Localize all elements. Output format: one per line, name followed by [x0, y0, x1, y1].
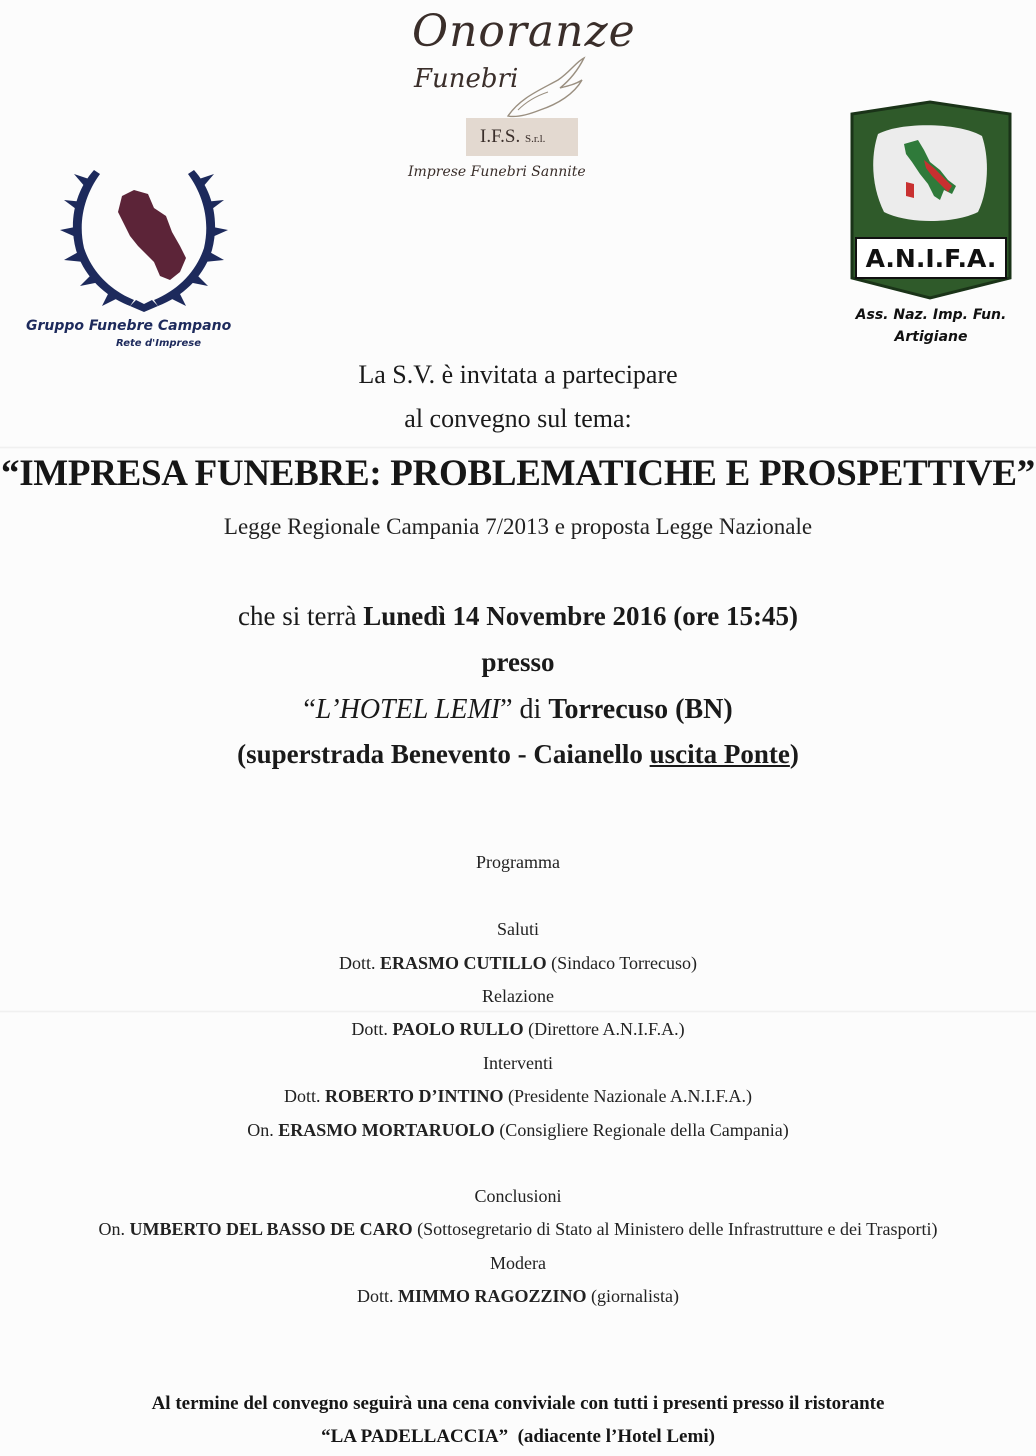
paper-fold-line [0, 446, 1036, 449]
anifa-logo [836, 100, 1026, 350]
paper-fold-line [0, 1010, 1036, 1013]
modera-label: Modera [490, 1253, 546, 1273]
invite-line-2: al convegno sul tema: [404, 404, 632, 433]
speaker-conclusioni: On. UMBERTO DEL BASSO DE CARO (Sottosegretario di Stato al Ministero delle Infrastrutture e dei Trasporti) [98, 1219, 938, 1239]
anifa-acronym: A.N.I.F.A. [865, 244, 997, 273]
ofs-title: Onoranze [412, 6, 636, 57]
gfc-name: Gruppo Funebre Campano [26, 318, 232, 334]
shield-icon [848, 100, 1014, 300]
speaker-intervento-2: On. ERASMO MORTARUOLO (Consigliere Regionale della Campania) [247, 1120, 789, 1140]
event-date: che si terrà Lunedì 14 Novembre 2016 (ore 15:45) [238, 601, 798, 631]
programma-heading: Programma [476, 852, 560, 872]
speaker-moderatore: Dott. MIMMO RAGOZZINO (giornalista) [357, 1286, 679, 1306]
invite-line-1: La S.V. è invitata a partecipare [358, 360, 678, 389]
event-directions: (superstrada Benevento - Caianello uscita Ponte) [237, 739, 799, 769]
anifa-line2: Artigiane [894, 329, 968, 345]
dinner-note: Al termine del convegno seguirà una cena conviviale con tutti i presenti presso il ristorante [151, 1393, 885, 1414]
conclusioni-label: Conclusioni [474, 1186, 562, 1206]
event-venue: “L’HOTEL LEMI” di Torrecuso (BN) [303, 694, 733, 725]
ofs-tagline: Imprese Funebri Sannite [408, 164, 586, 180]
restaurant-note: “LA PADELLACCIA” (adiacente l’Hotel Lemi) [321, 1426, 715, 1447]
laurel-map-icon [54, 150, 234, 315]
anifa-fullname [836, 304, 1026, 348]
saluti-label: Saluti [496, 919, 539, 939]
ofs-company: I.F.S. S.r.l. [480, 126, 546, 147]
speaker-intervento-1: Dott. ROBERTO D’INTINO (Presidente Nazionale A.N.I.F.A.) [283, 1086, 753, 1106]
speaker-saluti: Dott. ERASMO CUTILLO (Sindaco Torrecuso) [339, 953, 697, 973]
relazione-label: Relazione [482, 986, 554, 1006]
page-subtitle: Legge Regionale Campania 7/2013 e proposta Legge Nazionale [223, 514, 813, 539]
ofs-subtitle: Funebri [414, 64, 519, 94]
gfc-logo [20, 150, 260, 360]
interventi-label: Interventi [483, 1053, 553, 1073]
gfc-subtitle: Rete d'Imprese [116, 338, 201, 349]
anifa-line1: Ass. Naz. Imp. Fun. [855, 307, 1007, 323]
speaker-relazione: Dott. PAOLO RULLO (Direttore A.N.I.F.A.) [351, 1019, 685, 1039]
page-title: “IMPRESA FUNEBRE: PROBLEMATICHE E PROSPETTIVE” [1, 453, 1035, 494]
ofs-logo [400, 6, 650, 186]
event-presso: presso [481, 647, 555, 677]
